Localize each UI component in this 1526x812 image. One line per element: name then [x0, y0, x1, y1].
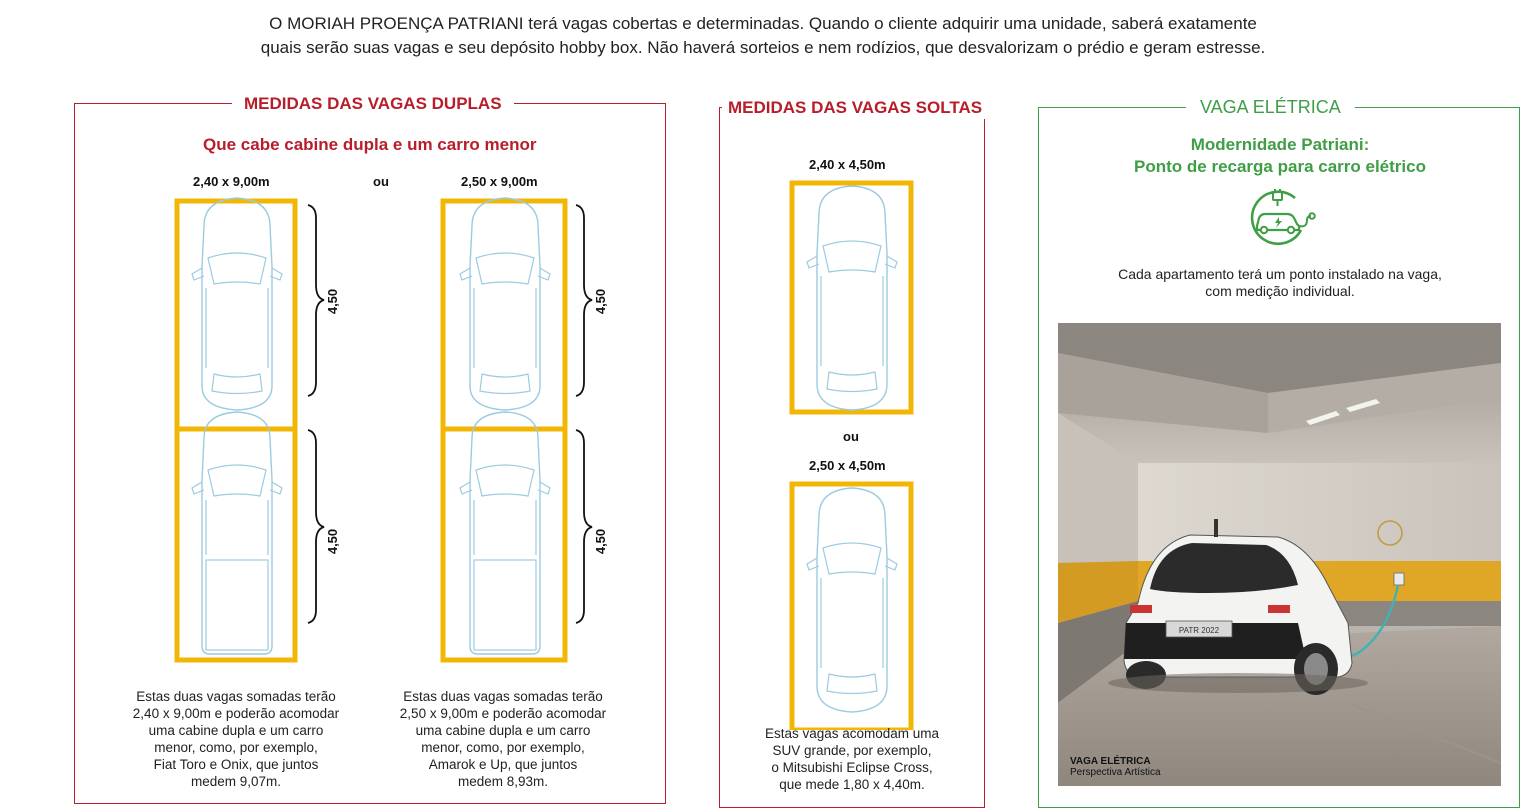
duplas-option1-spot-top: [177, 201, 295, 429]
photo-caption-subtitle: Perspectiva Artística: [1070, 767, 1161, 778]
duplas-option2-description: Estas duas vagas somadas terão 2,50 x 9,00m e poderão acomodar uma cabine dupla e um carro menor, como, por exemplo, Amarok e Up, que juntos medem 8,93m.: [399, 689, 607, 789]
intro-line-1: O MORIAH PROENÇA PATRIANI terá vagas cobertas e determinadas. Quando o cliente adquirir uma unidade, saberá exatamente: [269, 14, 1257, 33]
soltas-or: ou: [843, 429, 859, 444]
duplas-title: MEDIDAS DAS VAGAS DUPLAS: [232, 93, 514, 115]
duplas-option1-dim: 2,40 x 9,00m: [193, 174, 270, 189]
duplas-option2-spot-bottom: [443, 429, 565, 660]
soltas-title: MEDIDAS DAS VAGAS SOLTAS: [722, 97, 988, 119]
soltas-dim-1: 2,40 x 4,50m: [809, 157, 886, 172]
duplas-subtitle: Que cabe cabine dupla e um carro menor: [203, 135, 537, 154]
eletrica-description: Cada apartamento terá um ponto instalado na vaga, com medição individual.: [1118, 266, 1442, 299]
duplas-option1-description: Estas duas vagas somadas terão 2,40 x 9,00m e poderão acomodar uma cabine dupla e um carro menor, como, por exemplo, Fiat Toro e Onix, que juntos medem 9,07m.: [132, 689, 340, 789]
photo-caption-title: VAGA ELÉTRICA: [1070, 756, 1151, 767]
eletrica-title: VAGA ELÉTRICA: [1186, 96, 1355, 118]
garage-illustration: [1058, 323, 1501, 786]
photo-caption: [1070, 756, 1161, 778]
eletrica-heading: Modernidade Patriani: Ponto de recarga para carro elétrico: [1134, 135, 1426, 176]
duplas-option2-spot-top: [443, 201, 565, 429]
soltas-description: Estas vagas acomodam uma SUV grande, por exemplo, o Mitsubishi Eclipse Cross, que mede 1,80 x 4,40m.: [764, 726, 940, 792]
garage-photo: [1058, 323, 1501, 786]
duplas-option2-label-top: 4,50: [593, 288, 609, 315]
duplas-option1-spot-bottom: [177, 429, 295, 660]
license-plate: PATR 2022: [1178, 626, 1220, 635]
duplas-parking-diagram: [0, 0, 700, 680]
soltas-spot-1: [792, 183, 911, 412]
soltas-dim-2: 2,50 x 4,50m: [809, 458, 886, 473]
electric-car-charging-icon: [1243, 188, 1317, 250]
intro-line-2: quais serão suas vagas e seu depósito hobby box. Não haverá sorteios e nem rodízios, que desvalorizam o prédio e geram estresse.: [260, 38, 1266, 57]
duplas-option1-label-top: 4,50: [325, 288, 341, 315]
duplas-option1-label-bottom: 4,50: [325, 528, 341, 555]
duplas-option2-dim: 2,50 x 9,00m: [461, 174, 538, 189]
duplas-or: ou: [373, 174, 389, 189]
soltas-parking-diagram: [700, 170, 960, 730]
duplas-option2-label-bottom: 4,50: [593, 528, 609, 555]
